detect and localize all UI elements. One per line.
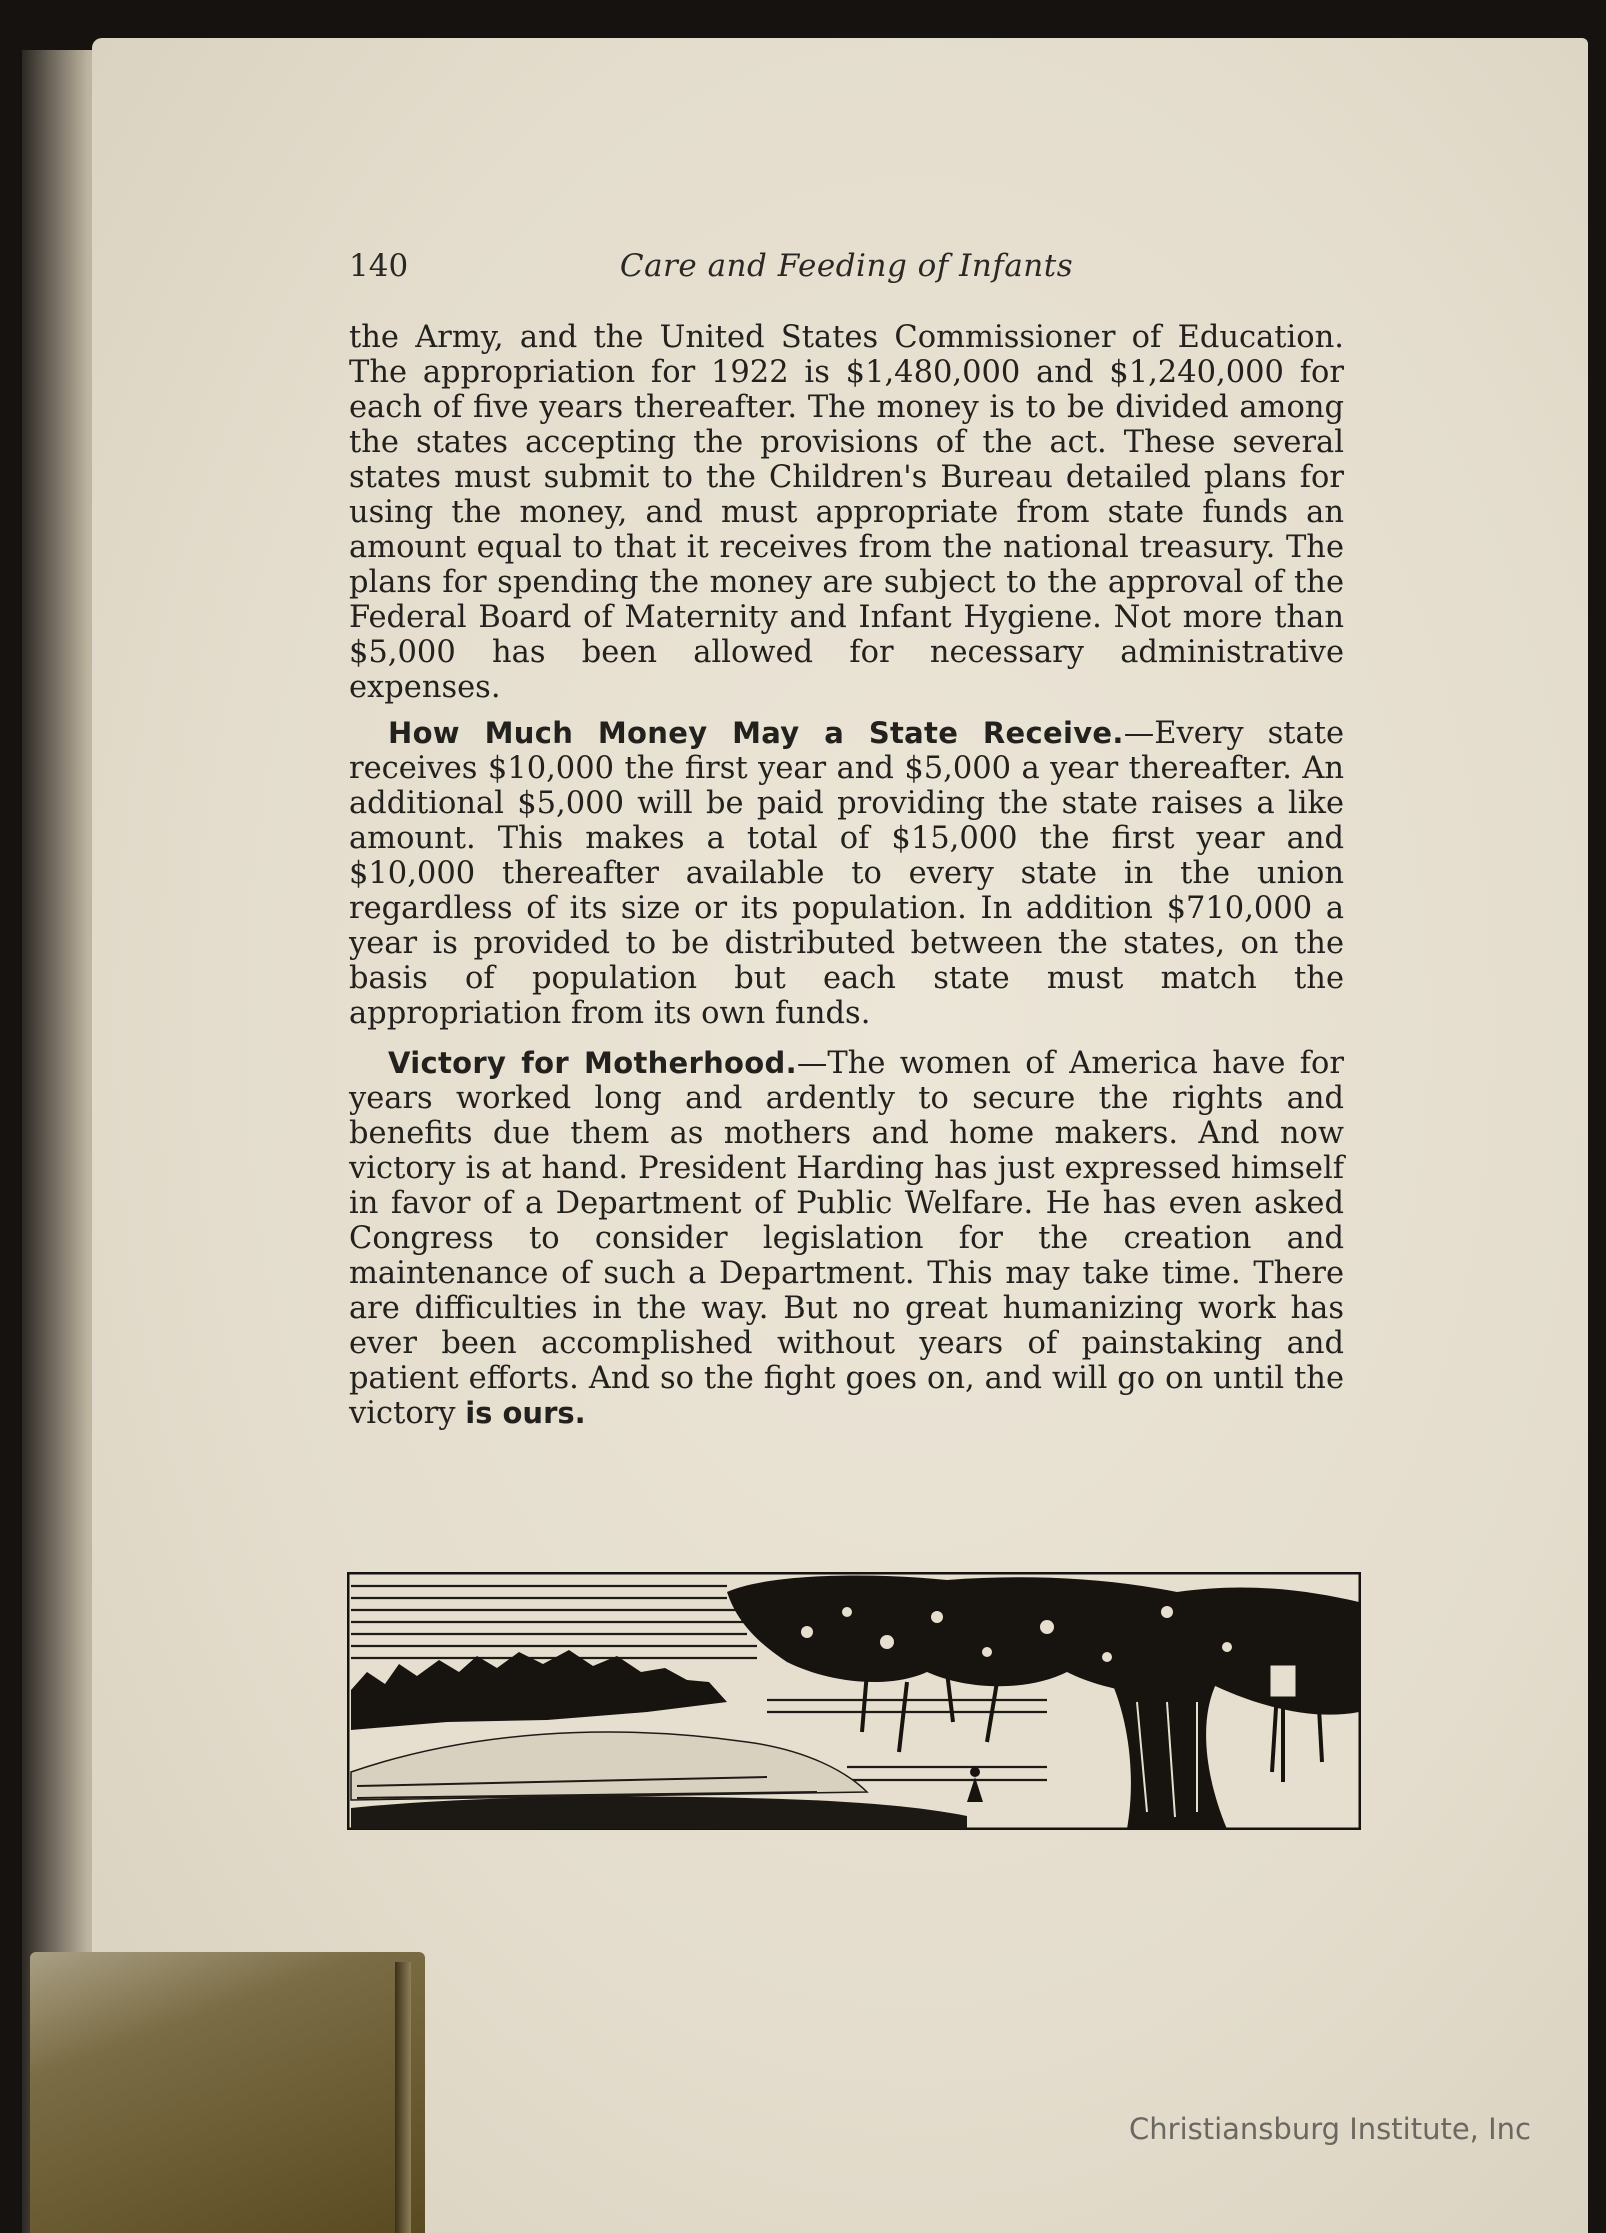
paragraph-state-funding (349, 716, 1344, 1031)
paragraph-appropriation (349, 320, 1344, 705)
section-heading: How Much Money May a State Receive. (388, 716, 1124, 750)
running-title: Care and Feeding of Infants (619, 248, 1074, 284)
closing-words: is ours. (465, 1396, 586, 1430)
section-heading: Victory for Motherhood. (388, 1046, 797, 1080)
wooden-block-object (30, 1952, 425, 2233)
watermark: Christiansburg Institute, Inc (1129, 2112, 1531, 2146)
paragraph-text: the Army, and the United States Commissioner of Education. The appropriation for 1922 is $1,480,000 and $1,240,000 for each of five years thereafter. The money is to be divided among the states accepting the provisions of the act. These several states must submit to the Children's Bureau detailed plans for using the money, and must appropriate from state funds an amount equal to that it receives from the national treasury. The plans for spending the money are subject to the approval of the Federal Board of Maternity and Infant Hygiene. Not more than $5,000 has been allowed for necessary administrative expenses. (349, 320, 1344, 705)
paragraph-text: —The women of America have for years worked long and ardently to secure the rights and benefits due them as mothers and home makers. And now victory is at hand. President Harding has just expressed himself in favor of a Department of Public Welfare. He has even asked Congress to consider legislation for the creation and maintenance of such a Department. This may take time. There are difficulties in the way. But no great humanizing work has ever been accomplished without years of painstaking and patient efforts. And so the fight goes on, and will go on until the victory (349, 1046, 1344, 1431)
paragraph-victory (349, 1046, 1344, 1431)
page-header (349, 248, 1344, 292)
page-number: 140 (349, 248, 409, 284)
landscape-woodcut-illustration (347, 1572, 1361, 1830)
paragraph-text: —Every state receives $10,000 the first year and $5,000 a year thereafter. An additional $5,000 will be paid providing the state raises a like amount. This makes a total of $15,000 the first year and $10,000 thereafter available to every state in the union regardless of its size or its population. In addition $710,000 a year is provided to be distributed between the states, on the basis of population but each state must match the appropriation from its own funds. (349, 716, 1344, 1031)
